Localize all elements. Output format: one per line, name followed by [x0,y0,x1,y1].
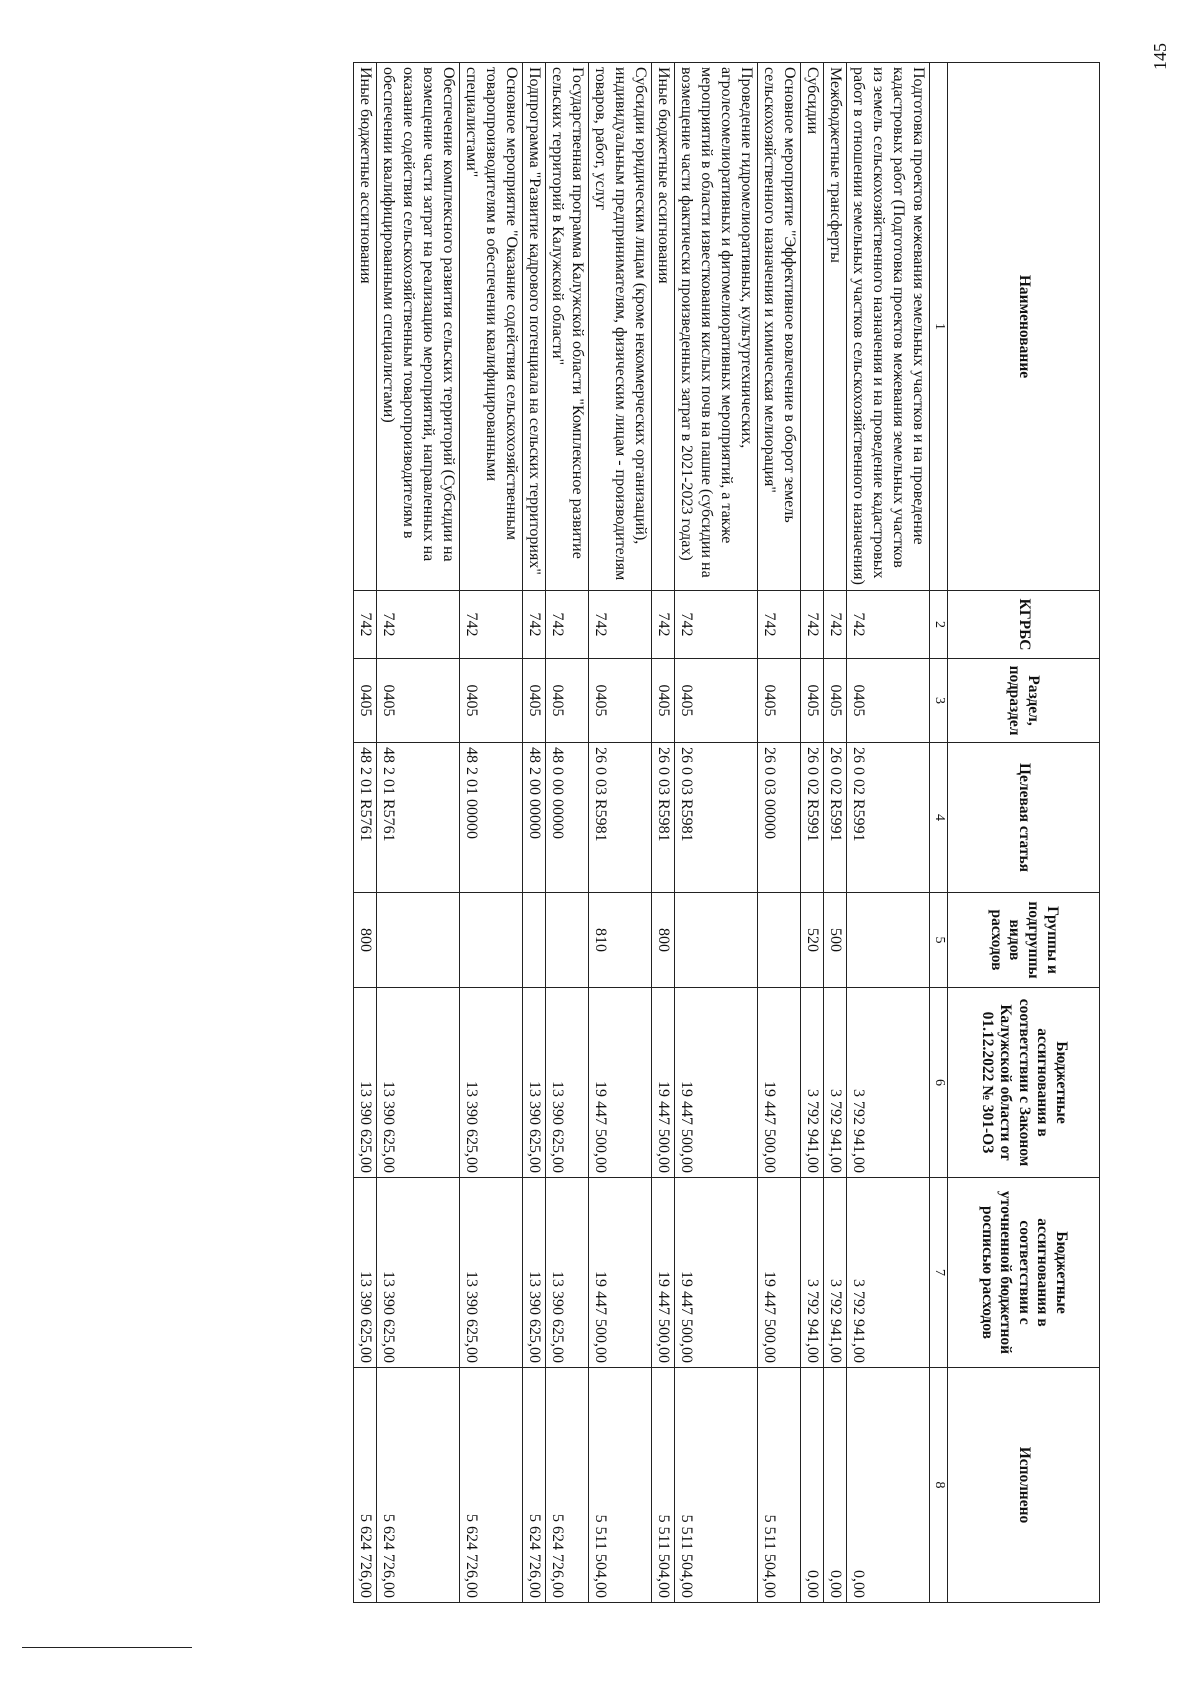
row-kgrbs: 742 [460,591,523,659]
row-executed: 5 511 504,00 [675,1368,758,1603]
row-kgrbs: 742 [758,591,801,659]
row-kgrbs: 742 [824,591,847,659]
table-row [675,63,758,1603]
row-law-allocation: 13 390 625,00 [523,988,546,1178]
header-rospis-allocations: Бюджетные ассигнования в соответствии с уточненной бюджетной росписью расходов [948,1178,1100,1368]
row-executed: 5 511 504,00 [758,1368,801,1603]
row-expense-type [847,893,930,988]
row-target-article: 26 0 03 R5981 [589,743,652,893]
row-razdel: 0405 [801,659,824,743]
table-row [824,63,847,1603]
row-target-article: 26 0 02 R5991 [801,743,824,893]
row-razdel: 0405 [523,659,546,743]
header-target-article: Целевая статья [948,743,1100,893]
row-executed: 5 624 726,00 [354,1368,377,1603]
row-target-article: 26 0 02 R5991 [847,743,930,893]
budget-table [353,62,1100,1603]
row-name: Государственная программа Калужской области "Комплексное развитие сельских территорий в Калужской области" [546,63,589,591]
column-number: 5 [930,893,948,988]
row-expense-type [377,893,460,988]
row-law-allocation: 13 390 625,00 [377,988,460,1178]
row-name: Субсидии юридическим лицам (кроме некоммерческих организаций), индивидуальным предпринимателям, физическим лицам - производителям товаров, работ, услуг [589,63,652,591]
row-law-allocation: 13 390 625,00 [354,988,377,1178]
row-executed: 5 624 726,00 [523,1368,546,1603]
row-executed: 0,00 [801,1368,824,1603]
row-target-article: 48 2 01 00000 [460,743,523,893]
page-number: 145 [1150,43,1170,70]
row-name: Иные бюджетные ассигнования [652,63,675,591]
row-razdel: 0405 [589,659,652,743]
table-row [801,63,824,1603]
row-expense-type [675,893,758,988]
row-executed: 0,00 [847,1368,930,1603]
row-kgrbs: 742 [801,591,824,659]
row-expense-type: 800 [354,893,377,988]
column-number: 3 [930,659,948,743]
table-row [460,63,523,1603]
row-law-allocation: 19 447 500,00 [675,988,758,1178]
row-law-allocation: 19 447 500,00 [758,988,801,1178]
row-executed: 5 624 726,00 [460,1368,523,1603]
row-name: Основное мероприятие "Эффективное вовлечение в оборот земель сельскохозяйственного назначения и химическая мелиорация" [758,63,801,591]
row-rospis-allocation: 19 447 500,00 [652,1178,675,1368]
row-target-article: 26 0 03 R5981 [652,743,675,893]
row-expense-type: 500 [824,893,847,988]
row-law-allocation: 13 390 625,00 [546,988,589,1178]
row-target-article: 48 2 01 R5761 [354,743,377,893]
row-name: Обеспечение комплексного развития сельских территорий (Субсидии на возмещение части затрат на реализацию мероприятий, направленных на оказание содействия сельскохозяйственным товаропроизводителям в обеспечении квалифицированными специалистами) [377,63,460,591]
row-rospis-allocation: 3 792 941,00 [847,1178,930,1368]
row-expense-type: 800 [652,893,675,988]
table-row [546,63,589,1603]
row-target-article: 48 2 01 R5761 [377,743,460,893]
row-executed: 5 511 504,00 [589,1368,652,1603]
header-executed: Исполнено [948,1368,1100,1603]
table-row [758,63,801,1603]
row-law-allocation: 3 792 941,00 [847,988,930,1178]
row-target-article: 26 0 03 R5981 [675,743,758,893]
row-name: Субсидии [801,63,824,591]
row-expense-type: 520 [801,893,824,988]
row-rospis-allocation: 19 447 500,00 [758,1178,801,1368]
row-razdel: 0405 [377,659,460,743]
row-rospis-allocation: 3 792 941,00 [801,1178,824,1368]
table-row [589,63,652,1603]
footnote-rule [22,1647,192,1648]
row-target-article: 48 2 00 00000 [523,743,546,893]
row-law-allocation: 13 390 625,00 [460,988,523,1178]
row-name: Основное мероприятие "Оказание содействия сельскохозяйственным товаропроизводителям в обеспечении квалифицированными специалистами" [460,63,523,591]
row-razdel: 0405 [824,659,847,743]
row-razdel: 0405 [675,659,758,743]
table-row [354,63,377,1603]
row-name: Межбюджетные трансферты [824,63,847,591]
row-executed: 5 511 504,00 [652,1368,675,1603]
row-razdel: 0405 [546,659,589,743]
row-razdel: 0405 [847,659,930,743]
row-law-allocation: 19 447 500,00 [652,988,675,1178]
header-row [948,63,1100,1603]
column-number: 6 [930,988,948,1178]
row-rospis-allocation: 19 447 500,00 [589,1178,652,1368]
row-rospis-allocation: 19 447 500,00 [675,1178,758,1368]
row-executed: 5 624 726,00 [546,1368,589,1603]
row-kgrbs: 742 [377,591,460,659]
header-law-allocations: Бюджетные ассигнования в соответствии с Законом Калужской области от 01.12.2022 № 301-ОЗ [948,988,1100,1178]
row-executed: 5 624 726,00 [377,1368,460,1603]
table-row [847,63,930,1603]
row-name: Проведение гидромелиоративных, культуртехнических, агролесомелиоративных и фитомелиоративных мероприятий, а также мероприятий в области известкования кислых почв на пашне (субсидии на возмещение части фактически произведенных затрат в 2021-2023 годах) [675,63,758,591]
column-number: 2 [930,591,948,659]
row-kgrbs: 742 [847,591,930,659]
column-number: 4 [930,743,948,893]
row-expense-type [758,893,801,988]
row-expense-type [523,893,546,988]
row-name: Иные бюджетные ассигнования [354,63,377,591]
row-kgrbs: 742 [354,591,377,659]
header-name: Наименование [948,63,1100,591]
header-razdel: Раздел, подраздел [948,659,1100,743]
row-rospis-allocation: 13 390 625,00 [354,1178,377,1368]
header-expense-type: Группы и подгруппы видов расходов [948,893,1100,988]
row-name: Подпрограмма "Развитие кадрового потенциала на сельских территориях" [523,63,546,591]
column-number: 8 [930,1368,948,1603]
row-kgrbs: 742 [546,591,589,659]
row-law-allocation: 3 792 941,00 [824,988,847,1178]
row-law-allocation: 19 447 500,00 [589,988,652,1178]
column-number-row [930,63,948,1603]
row-expense-type: 810 [589,893,652,988]
row-name: Подготовка проектов межевания земельных участков и на проведение кадастровых работ (Подготовка проектов межевания земельных участков из земель сельскохозяйственного назначения и на проведение кадастровых работ в отношении земельных участков сельскохозяйственного назначения) [847,63,930,591]
row-rospis-allocation: 3 792 941,00 [824,1178,847,1368]
row-kgrbs: 742 [523,591,546,659]
row-rospis-allocation: 13 390 625,00 [546,1178,589,1368]
row-executed: 0,00 [824,1368,847,1603]
row-razdel: 0405 [460,659,523,743]
row-target-article: 26 0 03 00000 [758,743,801,893]
row-razdel: 0405 [354,659,377,743]
row-expense-type [460,893,523,988]
row-rospis-allocation: 13 390 625,00 [460,1178,523,1368]
row-razdel: 0405 [758,659,801,743]
row-razdel: 0405 [652,659,675,743]
row-kgrbs: 742 [589,591,652,659]
column-number: 1 [930,63,948,591]
rotated-page [122,62,1100,1602]
row-rospis-allocation: 13 390 625,00 [523,1178,546,1368]
column-number: 7 [930,1178,948,1368]
row-target-article: 48 0 00 00000 [546,743,589,893]
row-law-allocation: 3 792 941,00 [801,988,824,1178]
row-kgrbs: 742 [675,591,758,659]
table-row [652,63,675,1603]
row-kgrbs: 742 [652,591,675,659]
row-target-article: 26 0 02 R5991 [824,743,847,893]
table-row [523,63,546,1603]
row-rospis-allocation: 13 390 625,00 [377,1178,460,1368]
row-expense-type [546,893,589,988]
table-row [377,63,460,1603]
header-kgrbs: КГРБС [948,591,1100,659]
